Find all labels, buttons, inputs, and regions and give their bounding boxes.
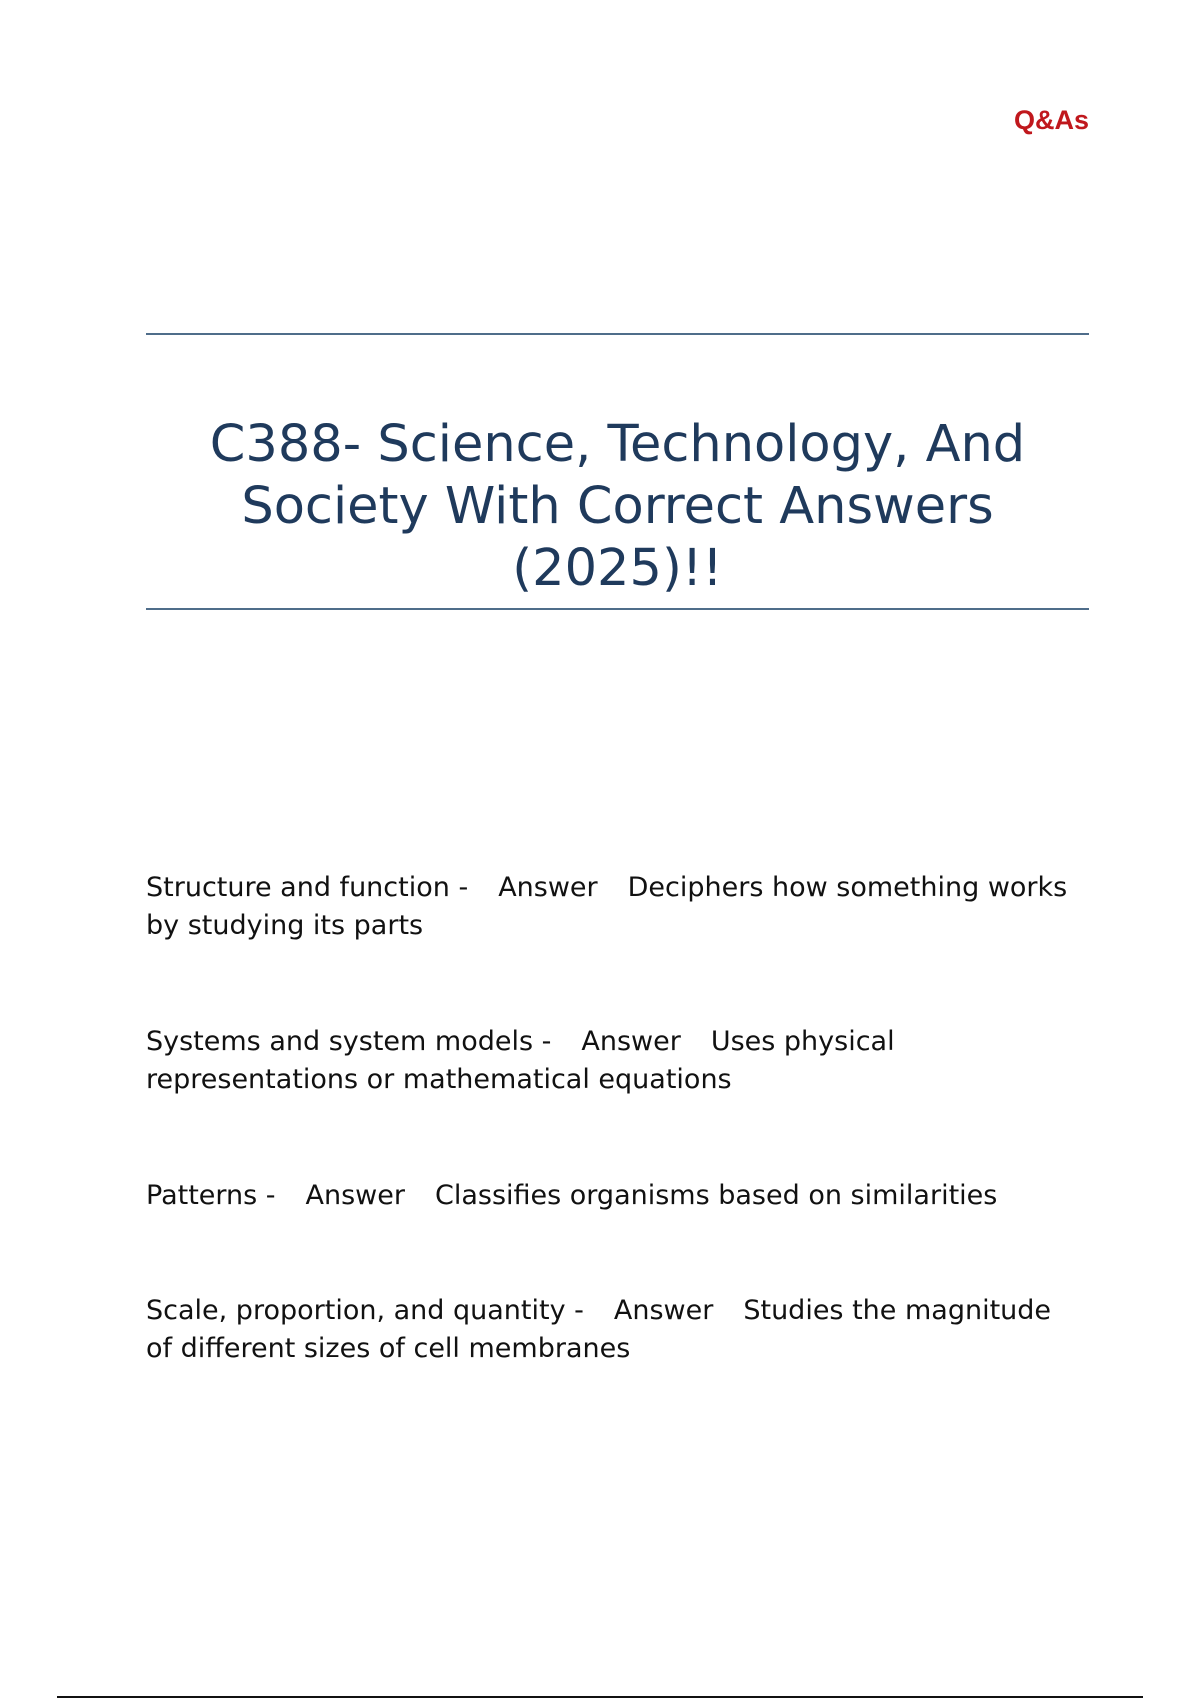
qa-item — [146, 1292, 1076, 1368]
qa-item — [146, 1177, 1076, 1215]
qa-definition: Studies the magnitude of different sizes of cell membranes — [146, 1295, 1052, 1364]
qa-answer-label: Answer — [498, 872, 598, 903]
title-bottom-divider — [146, 608, 1089, 610]
title-top-divider — [146, 333, 1089, 335]
document-title: C388- Science, Technology, And Society With Correct Answers (2025)!! — [209, 415, 1026, 598]
qa-term: Structure and function - — [146, 872, 469, 903]
qa-list — [146, 869, 1076, 1368]
qa-definition: Classifies organisms based on similarities — [434, 1180, 998, 1211]
qa-term: Patterns - — [146, 1180, 276, 1211]
qa-definition: Deciphers how something works by studying its parts — [146, 872, 1068, 941]
qa-item — [146, 869, 1076, 945]
qa-answer-label: Answer — [613, 1295, 714, 1326]
qa-definition: Uses physical representations or mathematical equations — [146, 1026, 895, 1095]
qa-item — [146, 1023, 1076, 1099]
qa-term: Scale, proportion, and quantity - — [146, 1295, 584, 1326]
qa-answer-label: Answer — [305, 1180, 405, 1211]
qa-term: Systems and system models - — [146, 1026, 552, 1057]
qa-badge: Q&As — [1013, 105, 1089, 135]
qa-answer-label: Answer — [581, 1026, 681, 1057]
footer-divider — [57, 1696, 1143, 1698]
